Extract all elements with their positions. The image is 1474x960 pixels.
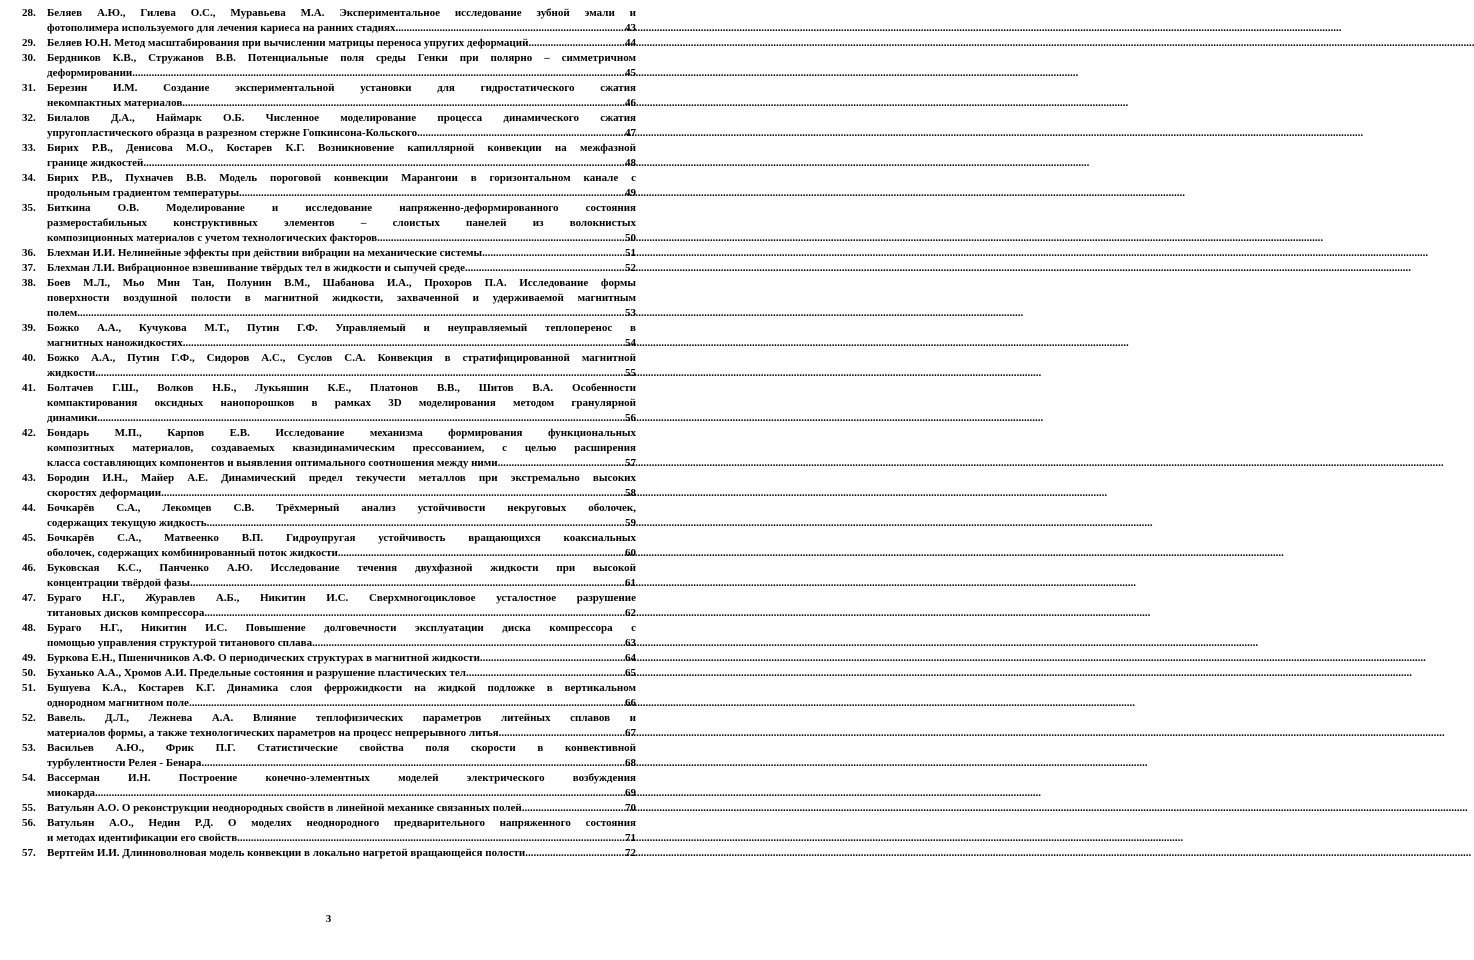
contents-entry [22,81,636,111]
entry-page: 67 [625,727,636,739]
entry-page: 57 [625,457,636,469]
entry-line: концентрации твёрдой фазы [47,577,190,589]
entry-last-line [47,36,636,51]
entry-page: 65 [625,667,636,679]
entry-line: границе жидкостей [47,157,144,169]
entry-last-line [47,756,636,771]
entry-body [47,246,636,261]
contents-entry [22,426,636,471]
entry-number: 28. [22,7,36,19]
entry-page: 53 [625,307,636,319]
dot-leader [182,96,625,111]
contents-list [22,6,636,861]
page-number: 3 [325,913,332,925]
dot-leader [466,666,625,681]
contents-entry [22,381,636,426]
dot-leader [190,576,625,591]
contents-entry [22,711,636,741]
contents-entry [22,531,636,561]
entry-body [47,36,636,51]
entry-line: композиционных материалов с учетом технологических факторов [47,232,378,244]
entry-last-line [47,411,636,426]
entry-line: композитных материалов, создаваемых квазидинамическим прессованием, с целью расширения [47,442,636,454]
contents-entry [22,51,636,81]
entry-line: оболочек, содержащих комбинированный поток жидкости [47,547,338,559]
dot-leader [528,36,625,51]
entry-line: размеростабильных конструктивных элементов – слоистых панелей из волокнистых [47,217,636,229]
entry-line: Буркова Е.Н., Пшеничников А.Ф. О периодических структурах в магнитной жидкости [47,652,480,664]
contents-entry [22,351,636,381]
entry-line: материалов формы, а также технологических параметров на процесс непрерывного литья [47,727,499,739]
dot-leader [465,261,625,276]
entry-page: 55 [625,367,636,379]
dot-leader [161,486,625,501]
entry-page: 62 [625,607,636,619]
entry-body [47,771,636,801]
entry-number: 31. [22,82,36,94]
entry-page: 69 [625,787,636,799]
contents-entry [22,321,636,351]
contents-entry [22,141,636,171]
entry-page: 54 [625,337,636,349]
entry-last-line [47,246,636,261]
entry-line: Бондарь М.П., Карпов Е.В. Исследование механизма формирования функциональных [47,427,636,439]
entry-line: Божко А.А., Кучукова М.Т., Путин Г.Ф. Управляемый и неуправляемый теплоперенос в [47,322,636,334]
entry-last-line [47,606,636,621]
entry-line: полем [47,307,78,319]
entry-last-line [47,156,636,171]
entry-number: 30. [22,52,36,64]
entry-last-line [47,576,636,591]
entry-line: Вассерман И.Н. Построение конечно-элементных моделей электрического возбуждения [47,772,636,784]
entry-last-line [47,546,636,561]
entry-line: фотополимера используемого для лечения кариеса на ранних стадиях [47,22,396,34]
entry-line: помощью управления структурой титанового сплава [47,637,313,649]
entry-last-line [47,651,636,666]
entry-body [47,351,636,381]
contents-entry [22,771,636,801]
entry-number: 43. [22,472,36,484]
dot-leader [498,456,625,471]
entry-last-line [47,261,636,276]
entry-line: Болтачев Г.Ш., Волков Н.Б., Лукьяшин К.Е., Платонов В.В., Шитов В.А. Особенности [47,382,636,394]
entry-line: некомпактных материалов [47,97,183,109]
entry-last-line [47,126,636,141]
contents-entry [22,816,636,846]
entry-line: Ватульян А.О., Недин Р.Д. О моделях неоднородного предварительного напряженного состояния [47,817,636,829]
entry-page: 66 [625,697,636,709]
contents-entry [22,261,636,276]
entry-line: Ватульян А.О. О реконструкции неоднородных свойств в линейной механике связанных полей [47,802,522,814]
entry-line: и методах идентификации его свойств [47,832,238,844]
entry-line: Боев М.Л., Мьо Мин Тан, Полунин В.М., Шабанова И.А., Прохоров П.А. Исследование формы [47,277,636,289]
entry-line: Березин И.М. Создание экспериментальной установки для гидростатического сжатия [47,82,636,94]
dot-leader [97,411,625,426]
entry-number: 49. [22,652,36,664]
contents-entry [22,171,636,201]
contents-entry [22,801,636,816]
entry-page: 59 [625,517,636,529]
entry-last-line [47,516,636,531]
entry-line: поверхности воздушной полости в магнитной жидкости, захваченной и удерживаемой магнитным [47,292,636,304]
entry-last-line [47,801,636,816]
dot-leader [239,186,625,201]
contents-entry [22,471,636,501]
entry-line: Бородин И.Н., Майер А.Е. Динамический предел текучести металлов при экстремально высоких [47,472,636,484]
dot-leader [95,786,625,801]
entry-last-line [47,696,636,711]
entry-body [47,816,636,846]
entry-line: Бирих Р.В., Пухначев В.В. Модель пороговой конвекции Марангони в горизонтальном канале с [47,172,636,184]
entry-page: 60 [625,547,636,559]
entry-last-line [47,66,636,81]
dot-leader [237,831,625,846]
entry-number: 32. [22,112,36,124]
dot-leader [77,306,625,321]
dot-leader [204,606,625,621]
entry-page: 71 [625,832,636,844]
entry-line: миокарда [47,787,96,799]
entry-line: скоростях деформации [47,487,162,499]
entry-page: 56 [625,412,636,424]
entry-number: 35. [22,202,36,214]
entry-last-line [47,96,636,111]
entry-last-line [47,846,636,861]
dot-leader [522,801,625,816]
entry-number: 53. [22,742,36,754]
entry-body [47,711,636,741]
contents-entry [22,666,636,681]
entry-number: 37. [22,262,36,274]
entry-page: 58 [625,487,636,499]
entry-body [47,471,636,501]
entry-number: 44. [22,502,36,514]
entry-body [47,261,636,276]
entry-number: 57. [22,847,36,859]
entry-line: Бирих Р.В., Денисова М.О., Костарев К.Г. Возникновение капиллярной конвекции на межфазной [47,142,636,154]
contents-entry [22,111,636,141]
entry-line: Васильев А.Ю., Фрик П.Г. Статистические свойства поля скорости в конвективной [47,742,636,754]
entry-last-line [47,306,636,321]
entry-line: динамики [47,412,98,424]
entry-last-line [47,186,636,201]
contents-entry [22,6,636,36]
entry-body [47,81,636,111]
entry-page: 48 [625,157,636,169]
entry-page: 70 [625,802,636,814]
entry-body [47,321,636,351]
dot-leader [417,126,625,141]
entry-body [47,621,636,651]
entry-line: Бочкарёв С.А., Матвеенко В.П. Гидроупругая устойчивость вращающихся коаксиальных [47,532,636,544]
dot-leader [201,756,625,771]
dot-leader [95,366,625,381]
contents-entry [22,741,636,771]
dot-leader [338,546,625,561]
contents-entry [22,246,636,261]
entry-line: Буковская К.С., Панченко А.Ю. Исследование течения двухфазной жидкости при высокой [47,562,636,574]
entry-line: магнитных наножидкостях [47,337,183,349]
entry-last-line [47,486,636,501]
entry-line: турбулентности Релея - Бенара [47,757,202,769]
entry-number: 51. [22,682,36,694]
entry-body [47,171,636,201]
entry-page: 61 [625,577,636,589]
dot-leader [480,651,625,666]
entry-number: 33. [22,142,36,154]
entry-number: 56. [22,817,36,829]
entry-number: 55. [22,802,36,814]
entry-line: однородном магнитном поле [47,697,189,709]
entry-body [47,801,636,816]
entry-last-line [47,831,636,846]
dot-leader [525,846,625,861]
entry-page: 68 [625,757,636,769]
dot-leader [207,516,625,531]
entry-body [47,681,636,711]
entry-page: 52 [625,262,636,274]
entry-body [47,141,636,171]
entry-last-line [47,786,636,801]
entry-page: 44 [625,37,636,49]
entry-page: 72 [625,847,636,859]
entry-line: Бураго Н.Г., Журавлев А.Б., Никитин И.С. Сверхмногоцикловое усталостное разрушение [47,592,636,604]
entry-page: 51 [625,247,636,259]
dot-leader [377,231,625,246]
entry-line: Бушуева К.А., Костарев К.Г. Динамика слоя феррожидкости на жидкой подложке в вертикальном [47,682,636,694]
entry-number: 42. [22,427,36,439]
entry-line: содержащих текущую жидкость [47,517,207,529]
entry-line: упругопластического образца в разрезном стержне Гопкинсона-Кольского [47,127,418,139]
dot-leader [482,246,625,261]
entry-number: 40. [22,352,36,364]
contents-entry [22,621,636,651]
entry-line: Биткина О.В. Моделирование и исследование напряженно-деформированного состояния [47,202,636,214]
entry-body [47,276,636,321]
entry-line: Беляев А.Ю., Гилева О.С., Муравьева М.А. Экспериментальное исследование зубной эмали и [47,7,636,19]
entry-number: 39. [22,322,36,334]
entry-body [47,381,636,426]
entry-page: 47 [625,127,636,139]
entry-body [47,561,636,591]
entry-body [47,426,636,471]
entry-line: продольным градиентом температуры [47,187,240,199]
contents-entry [22,651,636,666]
entry-page: 45 [625,67,636,79]
entry-number: 47. [22,592,36,604]
contents-entry [22,561,636,591]
entry-line: Беляев Ю.Н. Метод масштабирования при вычислении матрицы переноса упругих деформаций [47,37,529,49]
entry-body [47,591,636,621]
entry-body [47,111,636,141]
entry-number: 52. [22,712,36,724]
entry-page: 64 [625,652,636,664]
entry-line: компактирования оксидных нанопорошков в рамках 3D моделирования методом гранулярной [47,397,636,409]
entry-number: 50. [22,667,36,679]
entry-line: Вертгейм И.И. Длинноволновая модель конвекции в локально нагретой вращающейся полости [47,847,526,859]
entry-page: 50 [625,232,636,244]
entry-page: 49 [625,187,636,199]
entry-body [47,666,636,681]
entry-number: 48. [22,622,36,634]
entry-line: Блехман Л.И. Вибрационное взвешивание твёрдых тел в жидкости и сыпучей среде [47,262,465,274]
entry-last-line [47,456,636,471]
entry-number: 45. [22,532,36,544]
entry-line: Бердников К.В., Стружанов В.В. Потенциальные поля среды Генки при полярно – симметричном [47,52,636,64]
entry-line: деформировании [47,67,133,79]
entry-body [47,846,636,861]
entry-page: 43 [625,22,636,34]
dot-leader [312,636,625,651]
entry-number: 41. [22,382,36,394]
entry-body [47,6,636,36]
entry-number: 38. [22,277,36,289]
entry-body [47,531,636,561]
entry-number: 46. [22,562,36,574]
entry-line: Божко А.А., Путин Г.Ф., Сидоров А.С., Суслов С.А. Конвекция в стратифицированной магнитной [47,352,636,364]
entry-body [47,651,636,666]
contents-entry [22,501,636,531]
contents-entry [22,846,636,861]
entry-line: класса составляющих компонентов и выявления оптимального соотношения между ними [47,457,498,469]
entry-body [47,741,636,771]
entry-last-line [47,726,636,741]
entry-line: Билалов Д.А., Наймарк О.Б. Численное моделирование процесса динамического сжатия [47,112,636,124]
entry-line: Бураго Н.Г., Никитин И.С. Повышение долговечности эксплуатации диска компрессора с [47,622,636,634]
dot-leader [189,696,625,711]
entry-body [47,51,636,81]
entry-line: Блехман И.И. Нелинейные эффекты при действии вибрации на механические системы [47,247,483,259]
dot-leader [143,156,625,171]
entry-last-line [47,231,636,246]
entry-number: 34. [22,172,36,184]
dot-leader [183,336,625,351]
entry-last-line [47,636,636,651]
contents-entry [22,201,636,246]
entry-body [47,201,636,246]
contents-entry [22,36,636,51]
entry-body [47,501,636,531]
dot-leader [499,726,625,741]
entry-line: титановых дисков компрессора [47,607,205,619]
entry-line: жидкости [47,367,96,379]
entry-page: 46 [625,97,636,109]
dot-leader [132,66,625,81]
entry-last-line [47,336,636,351]
entry-line: Бочкарёв С.А., Лекомцев С.В. Трёхмерный анализ устойчивости некруговых оболочек, [47,502,636,514]
contents-entry [22,681,636,711]
entry-last-line [47,366,636,381]
contents-entry [22,276,636,321]
entry-number: 29. [22,37,36,49]
entry-line: Вавель. Д.Л., Лежнева А.А. Влияние теплофизических параметров литейных сплавов и [47,712,636,724]
dot-leader [395,21,625,36]
entry-line: Буханько А.А., Хромов А.И. Предельные состояния и разрушение пластических тел [47,667,466,679]
entry-number: 36. [22,247,36,259]
entry-last-line [47,666,636,681]
entry-number: 54. [22,772,36,784]
contents-entry [22,591,636,621]
entry-last-line [47,21,636,36]
entry-page: 63 [625,637,636,649]
